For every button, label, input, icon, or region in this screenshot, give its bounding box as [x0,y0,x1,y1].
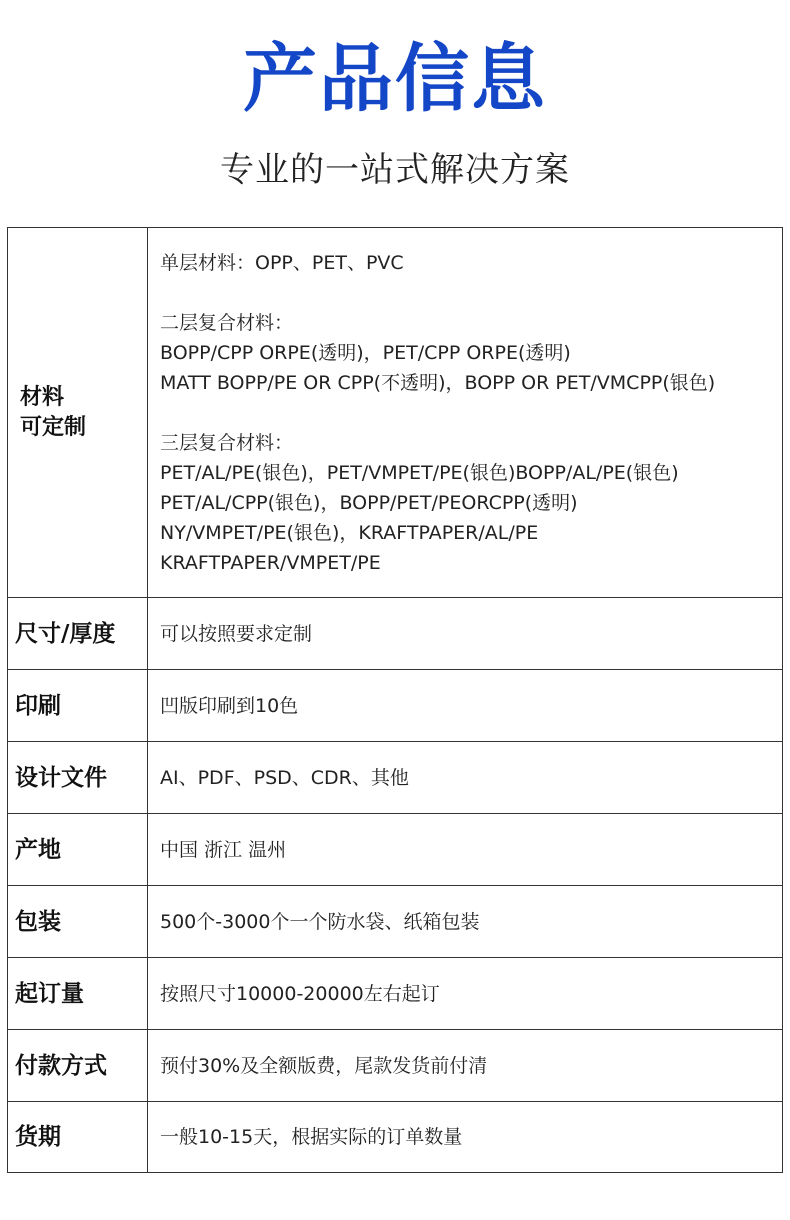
table-row-printing [8,670,783,742]
table-row-lead-time [8,1102,783,1173]
material-details [160,246,782,580]
three-layer-line: KRAFTPAPER/VMPET/PE [160,551,381,574]
table-row-design-files [8,742,783,814]
two-layer-title: 二层复合材料： [160,311,294,334]
three-layer-line: NY/VMPET/PE(银色)，KRAFTPAPER/AL/PE [160,521,539,544]
row-label-payment: 付款方式 [8,1030,148,1102]
row-label-lead-time: 货期 [8,1102,148,1173]
row-value-size: 可以按照要求定制 [148,598,783,670]
table-row-moq [8,958,783,1030]
row-value-printing: 凹版印刷到10色 [148,670,783,742]
row-value-packaging: 500个-3000个一个防水袋、纸箱包装 [148,886,783,958]
row-value-design-files: AI、PDF、PSD、CDR、其他 [148,742,783,814]
table-row-size [8,598,783,670]
table-row-payment [8,1030,783,1102]
table-row-material [8,228,783,598]
table-row-origin [8,814,783,886]
table-row-packaging [8,886,783,958]
two-layer-line: MATT BOPP/PE OR CPP(不透明)，BOPP OR PET/VMCPP(银色) [160,371,716,394]
two-layer-line: BOPP/CPP ORPE(透明)，PET/CPP ORPE(透明) [160,341,571,364]
row-label-packaging: 包装 [8,886,148,958]
product-info-table [7,227,783,1173]
row-label-design-files: 设计文件 [8,742,148,814]
material-label-line1: 材料 [20,384,65,410]
three-layer-line: PET/AL/PE(银色)，PET/VMPET/PE(银色)BOPP/AL/PE(银色) [160,461,679,484]
single-layer-text: 单层材料：OPP、PET、PVC [160,251,404,274]
three-layer-title: 三层复合材料： [160,431,294,454]
material-label-line2: 可定制 [20,414,87,440]
row-value-lead-time: 一般10-15天，根据实际的订单数量 [148,1102,783,1173]
page-title: 产品信息 [243,36,547,122]
row-value-material [148,228,783,598]
row-value-payment: 预付30%及全额版费，尾款发货前付清 [148,1030,783,1102]
row-label-printing: 印刷 [8,670,148,742]
row-label-size: 尺寸/厚度 [8,598,148,670]
three-layer-line: PET/AL/CPP(银色)，BOPP/PET/PEORCPP(透明) [160,491,578,514]
row-value-moq: 按照尺寸10000-20000左右起订 [148,958,783,1030]
page-subtitle: 专业的一站式解决方案 [220,150,570,190]
row-label-material [8,228,148,598]
row-label-moq: 起订量 [8,958,148,1030]
row-label-origin: 产地 [8,814,148,886]
row-value-origin: 中国 浙江 温州 [148,814,783,886]
